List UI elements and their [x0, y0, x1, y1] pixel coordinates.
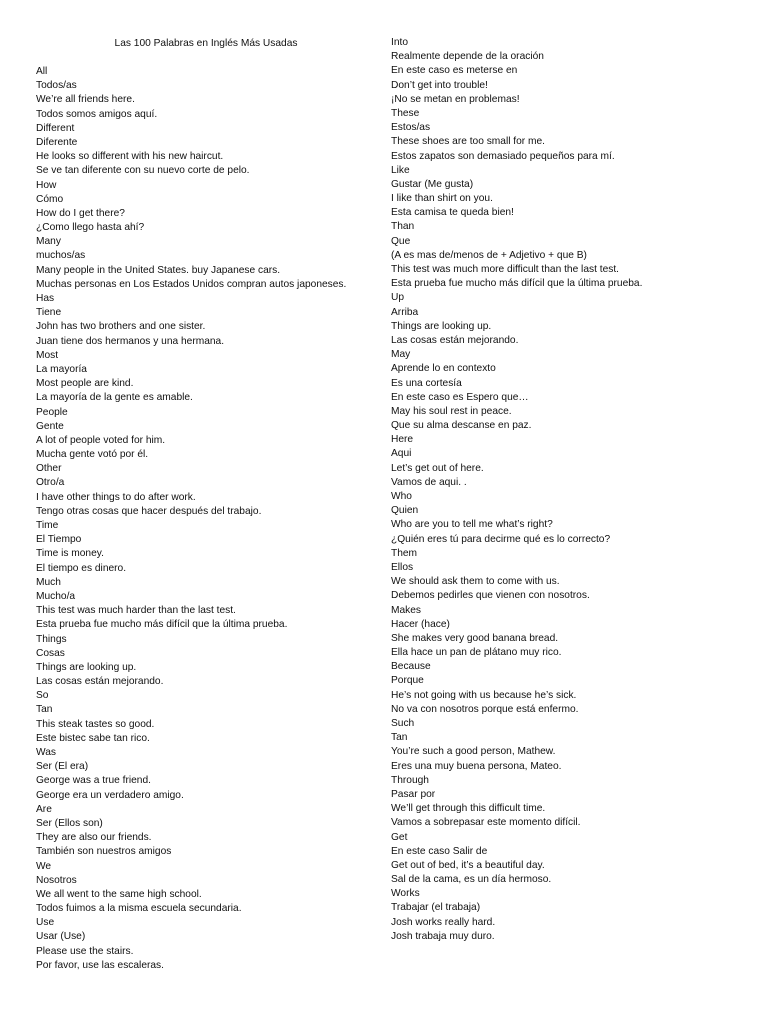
text-line: Las cosas están mejorando.: [391, 334, 519, 346]
text-line: Was: [36, 747, 56, 758]
text-line: muchos/as: [36, 250, 86, 262]
text-line: Such: [391, 718, 415, 729]
text-line: Things: [36, 633, 67, 645]
text-line: Eres una muy buena persona, Mateo.: [391, 760, 562, 772]
text-line: Arriba: [391, 306, 419, 318]
text-line: These: [391, 107, 420, 119]
text-line: Muchas personas en Los Estados Unidos compran autos japoneses.: [36, 278, 347, 290]
text-line: Se ve tan diferente con su nuevo corte de pelo.: [36, 165, 250, 177]
left-column: [36, 65, 381, 973]
text-line: He’s not going with us because he’s sick.: [391, 689, 577, 701]
text-line: Aqui: [391, 448, 412, 460]
text-line: We’re all friends here.: [36, 94, 135, 106]
text-line: We should ask them to come with us.: [391, 576, 560, 588]
text-line: I have other things to do after work.: [36, 491, 196, 503]
text-line: How: [36, 179, 57, 191]
text-line: Esta prueba fue mucho más difícil que la última prueba.: [36, 619, 288, 631]
text-line: Gustar (Me gusta): [391, 178, 474, 190]
text-line: Por favor, use las escaleras.: [36, 959, 164, 971]
text-line: Many: [36, 236, 61, 248]
text-line: Who are you to tell me what’s right?: [391, 519, 553, 531]
text-line: En este caso es Espero que…: [391, 391, 529, 403]
text-line: May his soul rest in peace.: [391, 405, 512, 417]
text-line: Debemos pedirles que vienen con nosotros.: [391, 590, 590, 602]
text-line: She makes very good banana bread.: [391, 632, 559, 644]
text-line: George was a true friend.: [36, 775, 151, 787]
text-line: This test was much harder than the last test.: [36, 605, 236, 617]
text-line: Realmente depende de la oración: [391, 51, 544, 63]
text-line: Ser (El era): [36, 761, 89, 773]
text-line: Get: [391, 831, 408, 843]
text-line: Most: [36, 349, 59, 361]
text-line: Josh trabaja muy duro.: [391, 930, 495, 942]
text-line: Nosotros: [36, 874, 77, 886]
text-line: Who: [391, 491, 412, 502]
text-line: Todos/as: [36, 80, 77, 92]
text-line: People: [36, 406, 68, 418]
text-line: Que su alma descanse en paz.: [391, 420, 532, 432]
text-line: I like than shirt on you.: [391, 193, 493, 205]
text-line: Mucho/a: [36, 590, 76, 602]
text-line: George era un verdadero amigo.: [36, 789, 184, 801]
text-line: ¿Como llego hasta ahí?: [36, 222, 145, 234]
text-line: Ser (Ellos son): [36, 817, 103, 829]
text-line: (A es mas de/menos de + Adjetivo + que B): [391, 249, 587, 261]
text-line: All: [36, 66, 48, 77]
text-line: We all went to the same high school.: [36, 888, 202, 900]
text-line: En este caso es meterse en: [391, 65, 518, 77]
text-line: Pasar por: [391, 788, 436, 800]
text-line: Makes: [391, 604, 422, 616]
text-line: Different: [36, 122, 75, 134]
text-line: Todos fuimos a la misma escuela secundaria.: [36, 903, 242, 915]
text-line: He looks so different with his new haircut.: [36, 151, 224, 163]
text-line: Este bistec sabe tan rico.: [36, 732, 150, 744]
text-line: Las cosas están mejorando.: [36, 676, 164, 688]
text-line: Josh works really hard.: [391, 916, 496, 928]
text-line: We’ll get through this difficult time.: [391, 803, 546, 815]
text-line: Tengo otras cosas que hacer después del trabajo.: [36, 505, 262, 517]
text-line: ¡No se metan en problemas!: [391, 93, 520, 105]
text-line: May: [391, 349, 411, 361]
text-line: Porque: [391, 675, 424, 687]
text-line: Other: [36, 463, 62, 475]
text-line: El tiempo es dinero.: [36, 562, 127, 574]
text-line: En este caso Salir de: [391, 845, 488, 857]
text-line: Ellos: [391, 561, 414, 573]
text-line: Todos somos amigos aquí.: [36, 108, 158, 120]
text-line: Mucha gente votó por él.: [36, 449, 149, 461]
text-line: La mayoría: [36, 363, 87, 375]
text-line: Esta camisa te queda bien!: [391, 207, 514, 219]
text-line: So: [36, 690, 49, 702]
text-line: Vamos a sobrepasar este momento difícil.: [391, 817, 581, 829]
text-line: Quien: [391, 505, 419, 517]
text-line: Let’s get out of here.: [391, 462, 484, 474]
text-line: Into: [391, 37, 408, 48]
text-line: You’re such a good person, Mathew.: [391, 746, 556, 758]
text-line: ¿Quién eres tú para decirme qué es lo correcto?: [391, 533, 611, 545]
text-line: Tiene: [36, 307, 62, 319]
text-line: Many people in the United States. buy Japanese cars.: [36, 264, 281, 276]
text-line: Up: [391, 292, 405, 304]
text-line: Because: [391, 661, 431, 673]
text-line: Here: [391, 434, 414, 446]
text-line: Tan: [391, 732, 408, 744]
text-line: Through: [391, 774, 429, 786]
text-line: Don’t get into trouble!: [391, 79, 488, 91]
text-line: Estos/as: [391, 122, 431, 134]
text-line: Has: [36, 293, 55, 304]
text-line: Time is money.: [36, 548, 104, 560]
text-line: This test was much more difficult than the last test.: [391, 264, 619, 275]
text-line: Like: [391, 164, 410, 176]
text-line: Hacer (hace): [391, 618, 450, 630]
text-line: Things are looking up.: [36, 661, 137, 673]
text-line: Aprende lo en contexto: [391, 363, 496, 375]
text-line: Cosas: [36, 647, 65, 659]
text-line: Than: [391, 221, 415, 233]
text-line: Much: [36, 576, 61, 588]
text-line: También son nuestros amigos: [36, 846, 172, 858]
text-line: Please use the stairs.: [36, 945, 134, 957]
text-line: Diferente: [36, 136, 78, 148]
text-line: Cómo: [36, 193, 64, 205]
text-line: No va con nosotros porque está enfermo.: [391, 703, 579, 715]
text-line: Es una cortesía: [391, 377, 462, 389]
text-line: Them: [391, 547, 418, 559]
text-line: Estos zapatos son demasiado pequeños para mí.: [391, 150, 615, 162]
text-line: Otro/a: [36, 477, 65, 489]
text-line: Are: [36, 803, 52, 815]
text-line: Works: [391, 888, 420, 900]
text-line: El Tiempo: [36, 534, 82, 546]
text-line: We: [36, 860, 52, 872]
text-line: Most people are kind.: [36, 378, 134, 390]
right-column: [391, 36, 756, 944]
text-line: Usar (Use): [36, 931, 86, 943]
text-line: Juan tiene dos hermanos y una hermana.: [36, 335, 225, 347]
text-line: Trabajar (el trabaja): [391, 902, 481, 914]
text-line: Ella hace un pan de plátano muy rico.: [391, 647, 562, 659]
text-line: Sal de la cama, es un día hermoso.: [391, 874, 552, 886]
text-line: How do I get there?: [36, 207, 125, 219]
text-line: John has two brothers and one sister.: [36, 321, 206, 333]
text-line: They are also our friends.: [36, 832, 152, 844]
text-line: A lot of people voted for him.: [36, 434, 166, 446]
text-line: Get out of bed, it’s a beautiful day.: [391, 859, 545, 871]
text-line: Que: [391, 235, 411, 247]
text-line: Things are looking up.: [391, 320, 492, 332]
text-line: Tan: [36, 704, 53, 716]
text-line: Use: [36, 917, 55, 929]
text-line: This steak tastes so good.: [36, 718, 155, 730]
text-line: La mayoría de la gente es amable.: [36, 392, 193, 404]
text-line: Time: [36, 520, 59, 531]
text-line: Gente: [36, 420, 64, 432]
text-line: These shoes are too small for me.: [391, 136, 546, 148]
document-title: Las 100 Palabras en Inglés Más Usadas: [114, 38, 298, 49]
text-line: Vamos de aqui. .: [391, 476, 467, 488]
text-line: Esta prueba fue mucho más difícil que la última prueba.: [391, 278, 643, 290]
